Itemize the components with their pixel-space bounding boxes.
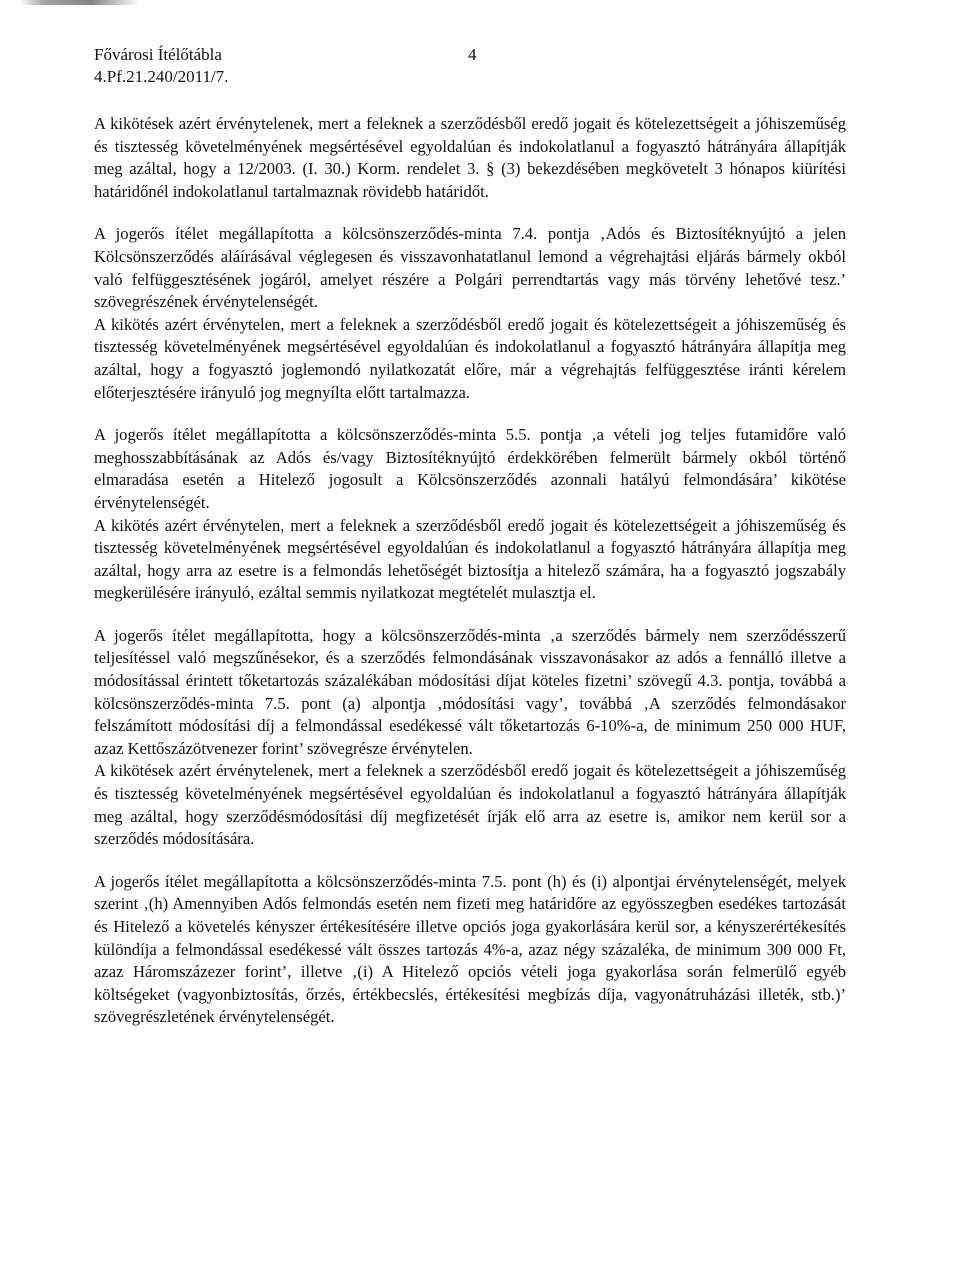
paragraph-8: A jogerős ítélet megállapította a kölcsönszerződés-minta 7.5. pont (h) és (i) alpontjai érvénytelenségét, melyek szerint ‚(h) Amennyiben Adós felmondás esetén nem fizeti meg határidőre az egyösszegben esedékes tartozását és Hitelező a követelés kényszer értékesítésére illetve opciós joga gyakorlására kerül sor, a kényszerértékesítés különdíja a felmondással esedékessé vált összes tartozás 4%-a, azaz négy százaléka, de minimum 300 000 Ft, azaz Háromszázezer forint’, illetve ‚(i) A Hitelező opciós vételi joga gyakorlása során felmerülő egyéb költségeket (vagyonbiztosítás, őrzés, értékbecslés, értékesítési megbízás díja, vagyonátruházási illeték, stb.)’ szövegrészletének érvénytelenségét. (94, 871, 846, 1027)
paragraph-2: A jogerős ítélet megállapította a kölcsönszerződés-minta 7.4. pontja ‚Adós és Biztosítéknyújtó a jelen Kölcsönszerződés aláírásával véglegesen és visszavonhatatlanul lemond a végrehajtási eljárás bármely okból való felfüggesztésének jogáról, amelyet részére a Polgári perrendtartás vagy más törvény lehetővé tesz.’ szövegrészének érvénytelenségét. (94, 224, 846, 312)
court-name: Fővárosi Ítélőtábla (94, 45, 222, 64)
paragraph-1: A kikötések azért érvénytelenek, mert a feleknek a szerződésből eredő jogait és kötelezettségeit a jóhiszeműség és tisztesség követelményének megsértésével egyoldalúan és indokolatlanul a fogyasztó hátrányára állapítják meg azáltal, hogy a 12/2003. (I. 30.) Korm. rendelet 3. § (3) bekezdésében megkövetelt 3 hónapos kiürítési határidőnél indokolatlanul tartalmaznak rövidebb határidőt. (94, 114, 846, 201)
scan-artifact (20, 0, 140, 5)
paragraph-4: A jogerős ítélet megállapította a kölcsönszerződés-minta 5.5. pontja ‚a vételi jog teljes futamidőre való meghosszabbításának az Adós és/vagy Biztosítéknyújtó érdekkörében felmerült bármely okból történő elmaradása esetén a Hitelező jogosult a Kölcsönszerződés azonnali hatályú felmondására’ kikötése érvénytelenségét. (94, 425, 846, 512)
paragraph-3: A kikötés azért érvénytelen, mert a feleknek a szerződésből eredő jogait és kötelezettségeit a jóhiszeműség és tisztesség követelményének megsértésével egyoldalúan és indokolatlanul a fogyasztó hátrányára állapítja meg azáltal, hogy a fogyasztó joglemondó nyilatkozatát előre, már a végrehajtás felfüggesztése iránti kérelem előterjesztésére irányuló jog megnyílta előtt tartalmazza. (94, 314, 846, 402)
case-number: 4.Pf.21.240/2011/7. (94, 67, 229, 86)
document-header (94, 44, 846, 88)
page-number: 4 (468, 45, 477, 64)
document-page (94, 44, 846, 1029)
paragraph-5: A kikötés azért érvénytelen, mert a feleknek a szerződésből eredő jogait és kötelezettségeit a jóhiszeműség és tisztesség követelményének megsértésével egyoldalúan és indokolatlanul a fogyasztó hátrányára állapítja meg azáltal, hogy arra az esetre is a felmondás lehetőségét biztosítja a hitelező számára, ha a fogyasztó jogszabály megkerülésére irányuló, ezáltal semmis nyilatkozat megtételét mulasztja el. (94, 515, 846, 603)
paragraph-7: A kikötések azért érvénytelenek, mert a feleknek a szerződésből eredő jogait és kötelezettségeit a jóhiszeműség és tisztesség követelményének megsértésével egyoldalúan és indokolatlanul a fogyasztó hátrányára állapítják meg azáltal, hogy szerződésmódosítási díj megfizetését írják elő arra az esetre is, amikor nem kerül sor a szerződés módosítására. (94, 761, 846, 849)
paragraph-6: A jogerős ítélet megállapította, hogy a kölcsönszerződés-minta ‚a szerződés bármely nem szerződésszerű teljesítéssel való megszűnésekor, és a szerződés felmondásának visszavonásakor az adós a fennálló illetve a módosítással érintett tőketartozás százalékában módosítási díjat köteles fizetni’ szövegű 4.3. pontja, továbbá a kölcsönszerződés-minta 7.5. pont (a) alpontja ‚módosítási vagy’, továbbá ‚A szerződés felmondásakor felszámított módosítási díj a felmondással esedékessé vált tőketartozás 6-10%-a, de minimum 250 000 HUF, azaz Kettőszázötvenezer forint’ szövegrésze érvénytelen. (94, 625, 846, 758)
